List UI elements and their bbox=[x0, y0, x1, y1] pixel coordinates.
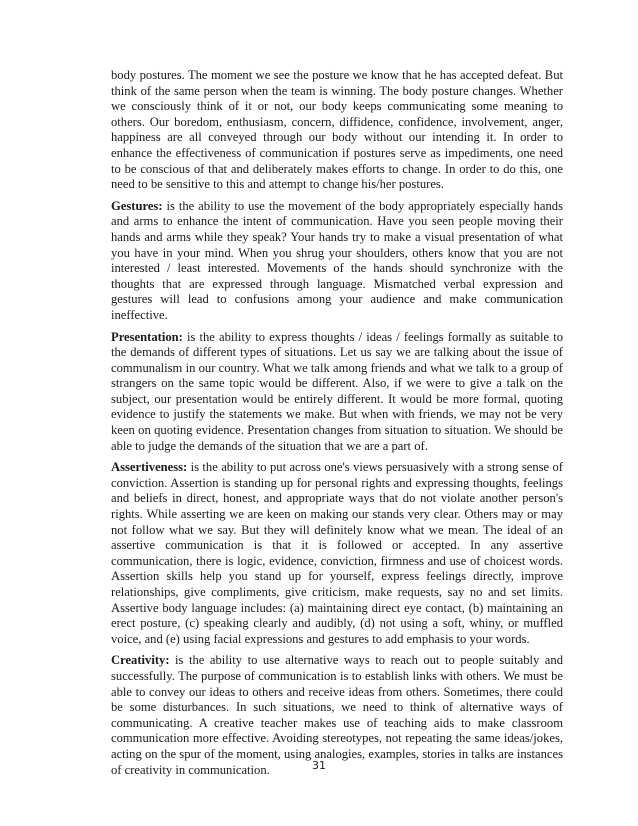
paragraph-text: is the ability to express thoughts / ideas / feelings formally as suitable to the demands of different types of situations. Let us say we are talking about the issue of communalism in our country. What we talk among friends and what we talk to a group of strangers on the same topic would be different. Also, if we were to give a talk on the subject, our presentation would be entirely different. It would be more formal, quoting evidence to justify the statements we make. But when with friends, we may not be very keen on quoting evidence. Presentation changes from situation to situation. We should be able to judge the demands of the situation that we are a part of. bbox=[111, 329, 563, 453]
paragraph-assertiveness bbox=[111, 460, 563, 647]
paragraph-gestures bbox=[111, 199, 563, 324]
paragraph-text: is the ability to use the movement of the body appropriately especially hands and arms to enhance the intent of communication. Have you seen people moving their hands and arms while they speak? Your hands try to make a visual presentation of what you have in your mind. When you shrug your shoulders, others know that you are not interested / least interested. Movements of the hands should synchronize with the thoughts that are expressed through language. Mismatched verbal expression and gestures will lead to confusions among your audience and make communication ineffective. bbox=[111, 198, 563, 322]
body-text bbox=[111, 68, 563, 784]
paragraph-body-postures bbox=[111, 68, 563, 193]
paragraph-term: Creativity: bbox=[111, 653, 170, 668]
page-number: 31 bbox=[312, 759, 326, 772]
paragraph-text: body postures. The moment we see the posture we know that he has accepted defeat. But think of the same person when the team is winning. The body posture changes. Whether we consciously think of it or not, our body keeps communicating some meaning to others. Our boredom, enthusiasm, concern, diffidence, confidence, involvement, anger, happiness are all conveyed through our body without our intending it. In order to enhance the effectiveness of communication if postures serve as impediments, one need to be conscious of that and deliberately makes efforts to change. In order to do this, one need to be sensitive to this and attempt to change his/her postures. bbox=[111, 68, 563, 192]
paragraph-term: Assertiveness: bbox=[111, 460, 188, 475]
paragraph-term: Gestures: bbox=[111, 198, 163, 213]
paragraph-text: is the ability to put across one's views persuasively with a strong sense of conviction. Assertion is standing up for personal rights and expressing thoughts, feelings and beliefs in direct, honest, and appropriate ways that do not violate another person's rights. While asserting we are keen on making our stands very clear. Others may or may not follow what we say. But they will definitely know what we mean. The ideal of an assertive communication is that it is followed or accepted. In any assertive communication, there is logic, evidence, conviction, firmness and use of choicest words. Assertion skills help you stand up for yourself, express feelings directly, improve relationships, give compliments, give criticism, make requests, say no and set limits. Assertive body language includes: (a) maintaining direct eye contact, (b) maintaining an erect posture, (c) speaking clearly and audibly, (d) not using a soft, whiny, or muffled voice, and (e) using facial expressions and gestures to add emphasis to your words. bbox=[111, 460, 563, 646]
paragraph-term: Presentation: bbox=[111, 329, 183, 344]
paragraph-text: is the ability to use alternative ways to reach out to people suitably and successfully. The purpose of communication is to establish links with others. We must be able to convey our ideas to others and receive ideas from others. Sometimes, there could be some disturbances. In such situations, we need to think of alternative ways of communicating. A creative teacher makes use of teaching aids to make classroom communication more effective. Avoiding stereotypes, not repeating the same ideas/jokes, acting on the spur of the moment, using analogies, examples, stories in talks are instances of creativity in communication. bbox=[111, 653, 563, 777]
paragraph-presentation bbox=[111, 330, 563, 455]
